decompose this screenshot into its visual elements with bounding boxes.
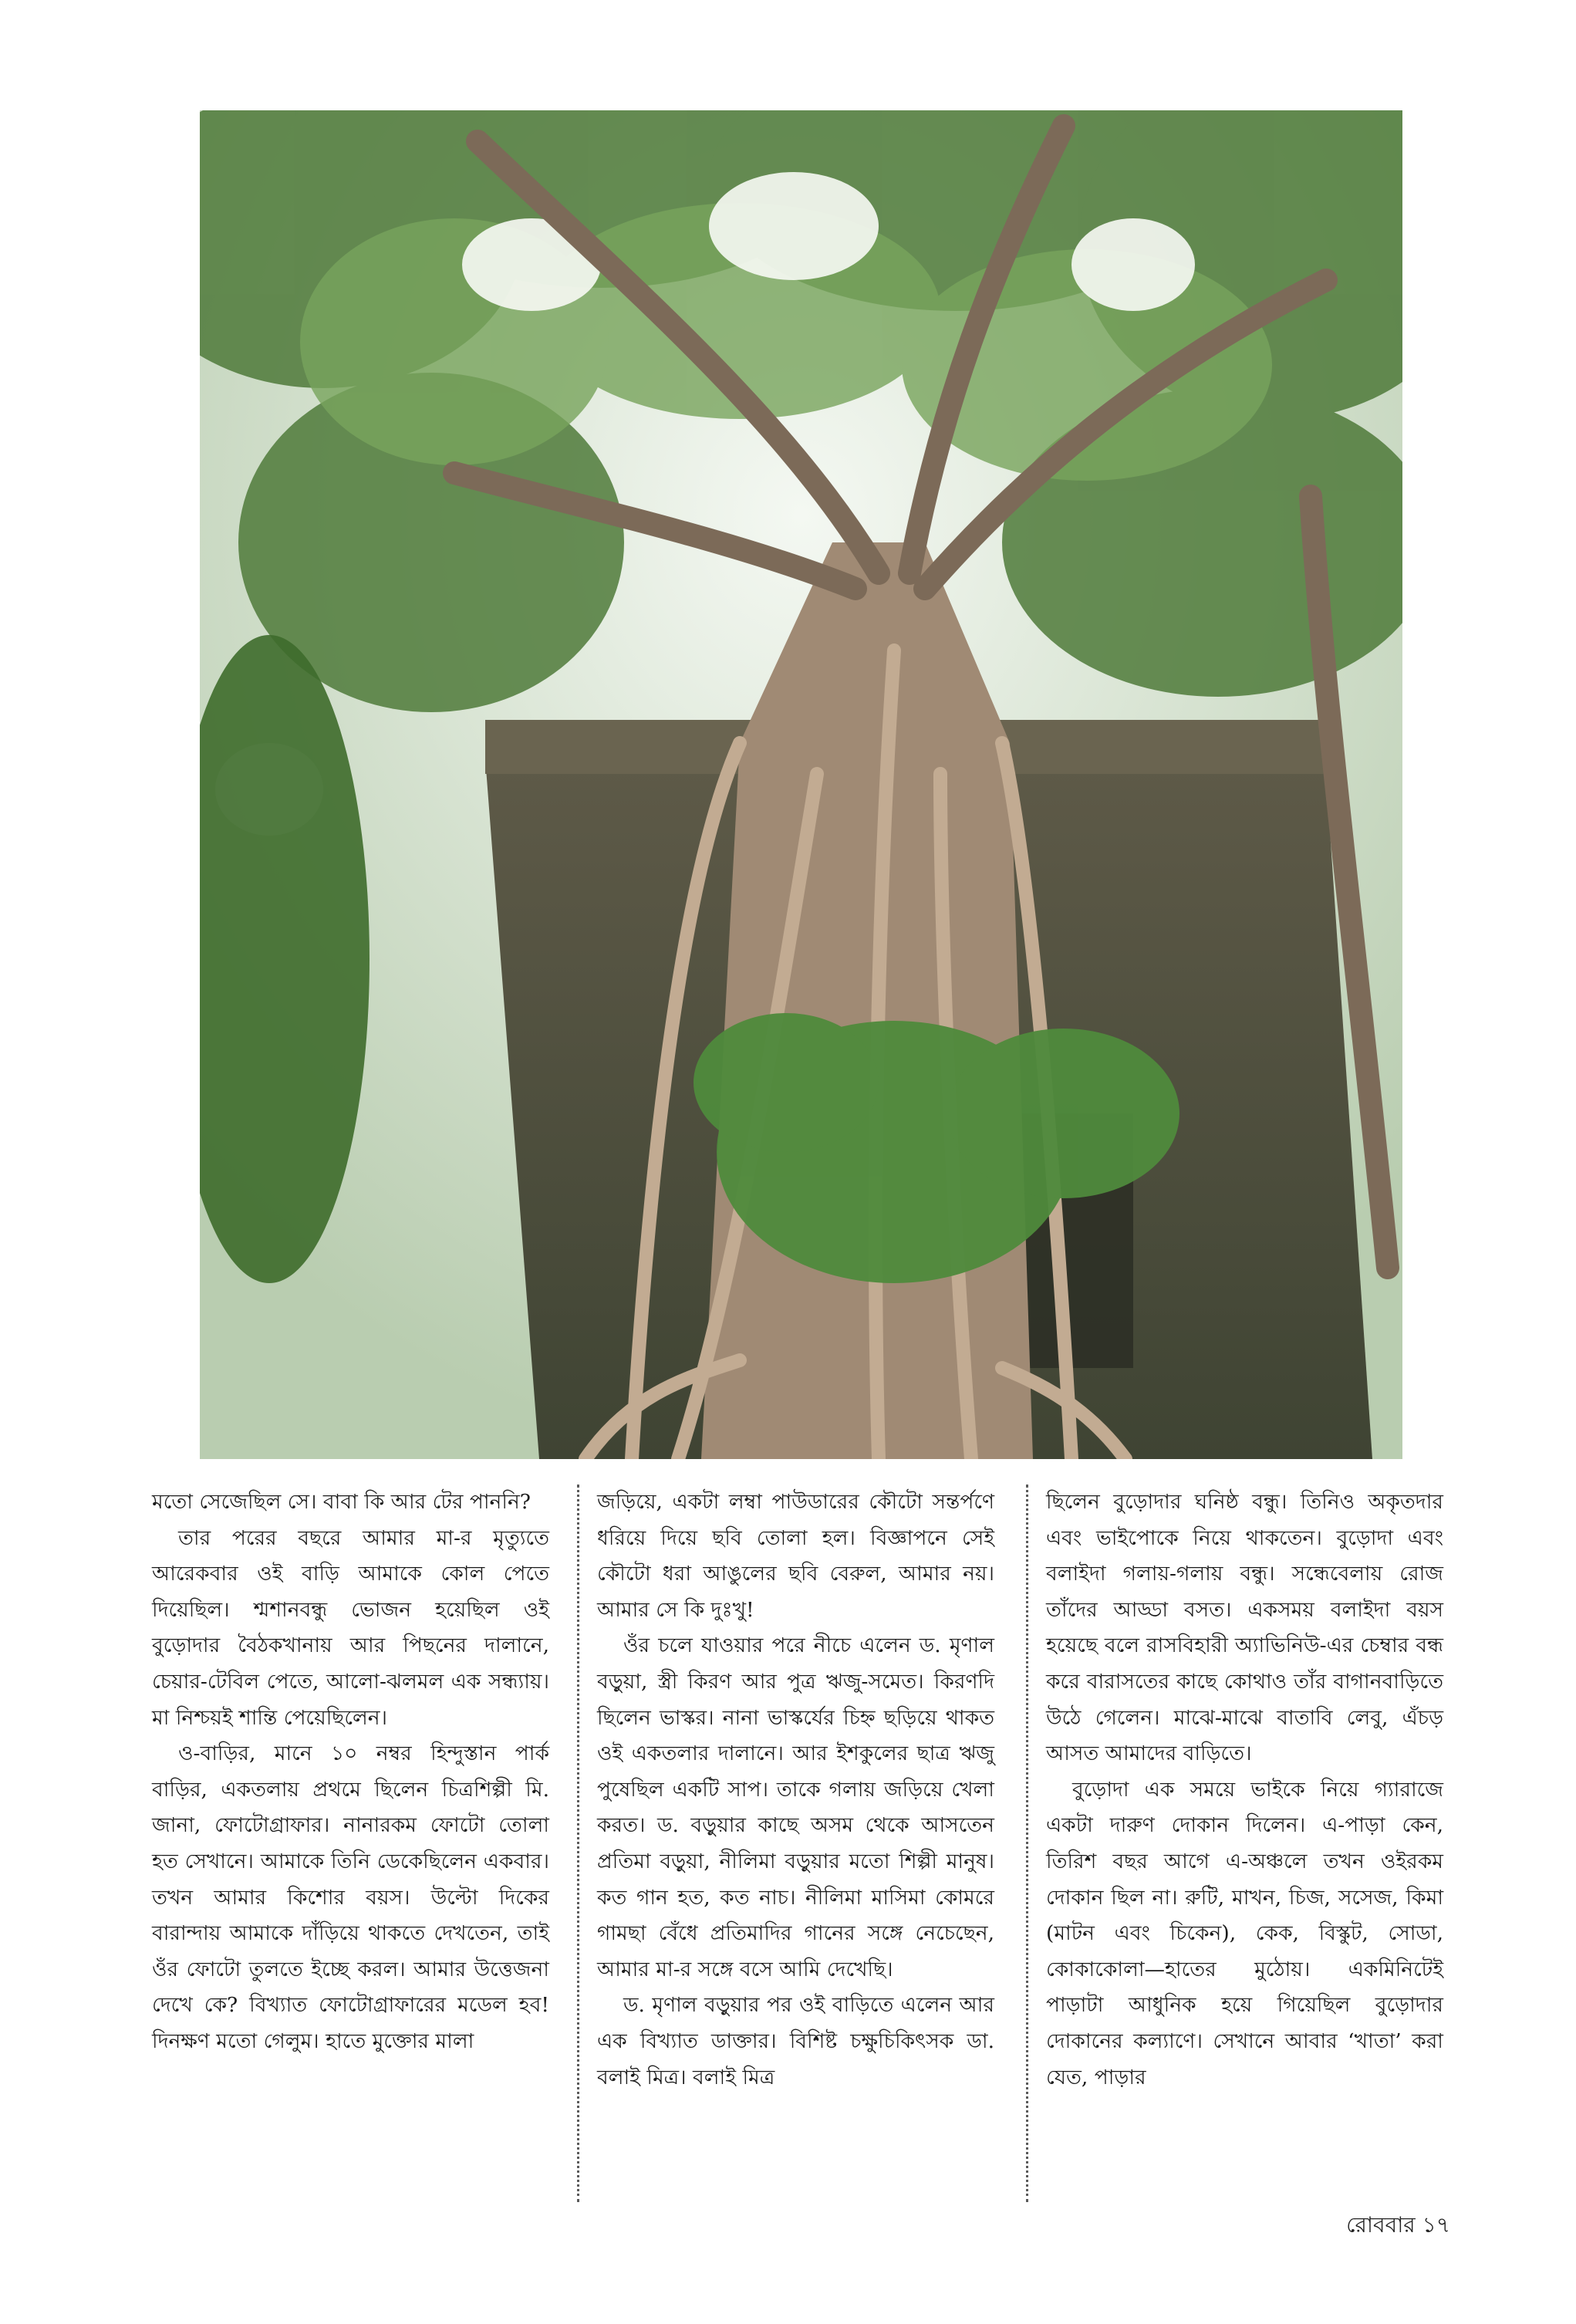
banyan-tree-photo <box>200 110 1402 1459</box>
article-paragraph: ড. মৃণাল বড়ুয়ার পর ওই বাড়িতে এলেন আর এক বিখ্যাত ডাক্তার। বিশিষ্ট চক্ষুচিকিৎসক ডা. বলাই মিত্র। বলাই মিত্র <box>597 1993 994 2089</box>
article-photo <box>200 110 1402 1459</box>
page-footer <box>1265 2208 1450 2245</box>
column-divider <box>577 1485 579 2202</box>
article-paragraph: তার পরের বছরে আমার মা-র মৃত্যুতে আরেকবার ওই বাড়ি আমাকে কোল পেতে দিয়েছিল। শ্মশানবন্ধু ভোজন হয়েছিল ওই বুড়োদার বৈঠকখানায় আর পিছনের দালানে, চেয়ার-টেবিল পেতে, আলো-ঝলমল এক সন্ধ্যায়। মা নিশ্চয়ই শান্তি পেয়েছিলেন। <box>152 1525 549 1730</box>
article-column-3 <box>1046 1485 1443 2096</box>
column-divider <box>1026 1485 1028 2202</box>
page-number: ১৭ <box>1422 2212 1450 2238</box>
article-paragraph: ওঁর চলে যাওয়ার পরে নীচে এলেন ড. মৃণাল বড়ুয়া, স্ত্রী কিরণ আর পুত্র ঋজু-সমেত। কিরণদি ছিলেন ভাস্কর। নানা ভাস্কর্যের চিহ্ন ছড়িয়ে থাকত ওই একতলার দালানে। আর ইশকুলের ছাত্র ঋজু পুষেছিল একটি সাপ। তাকে গলায় জড়িয়ে খেলা করত। ড. বড়ুয়ার কাছে অসম থেকে আসতেন প্রতিমা বড়ুয়া, নীলিমা বড়ুয়ার মতো শিল্পী মানুষ। কত গান হত, কত নাচ। নীলিমা মাসিমা কোমরে গামছা বেঁধে প্রতিমাদির গানের সঙ্গে নেচেছেন, আমার মা-র সঙ্গে বসে আমি দেখেছি। <box>597 1633 994 1981</box>
article-column-1 <box>152 1485 549 2060</box>
article-paragraph: ছিলেন বুড়োদার ঘনিষ্ঠ বন্ধু। তিনিও অকৃতদার এবং ভাইপোকে নিয়ে থাকতেন। বুড়োদা এবং বলাইদা গলায়-গলায় বন্ধু। সন্ধেবেলায় রোজ তাঁদের আড্ডা বসত। একসময় বলাইদা বয়স হয়েছে বলে রাসবিহারী অ্যাভিনিউ-এর চেম্বার বন্ধ করে বারাসতের কাছে কোথাও তাঁর বাগানবাড়িতে উঠে গেলেন। মাঝে-মাঝে বাতাবি লেবু, এঁচড় আসত আমাদের বাড়িতে। <box>1046 1490 1443 1766</box>
article-paragraph: জড়িয়ে, একটা লম্বা পাউডারের কৌটো সন্তর্পণে ধরিয়ে দিয়ে ছবি তোলা হল। বিজ্ঞাপনে সেই কৌটো ধরা আঙুলের ছবি বেরুল, আমার নয়। আমার সে কি দুঃখু! <box>597 1490 994 1622</box>
article-column-2 <box>597 1485 994 2096</box>
article-paragraph: মতো সেজেছিল সে। বাবা কি আর টের পাননি? <box>152 1490 531 1514</box>
magazine-name: রোববার <box>1346 2212 1416 2238</box>
article-paragraph: বুড়োদা এক সময়ে ভাইকে নিয়ে গ্যারাজে একটা দারুণ দোকান দিলেন। এ-পাড়া কেন, তিরিশ বছর আগে এ-অঞ্চলে তখন ওইরকম দোকান ছিল না। রুটি, মাখন, চিজ, সসেজ, কিমা (মাটন এবং চিকেন), কেক, বিস্কুট, সোডা, কোকাকোলা—হাতের মুঠোয়। একমিনিটেই পাড়াটা আধুনিক হয়ে গিয়েছিল বুড়োদার দোকানের কল্যাণে। সেখানে আবার ‘খাতা’ করা যেত, পাড়ার <box>1046 1777 1443 2089</box>
article-paragraph: ও-বাড়ির, মানে ১০ নম্বর হিন্দুস্তান পার্ক বাড়ির, একতলায় প্রথমে ছিলেন চিত্রশিল্পী মি. জানা, ফোটোগ্রাফার। নানারকম ফোটো তোলা হত সেখানে। আমাকে তিনি ডেকেছিলেন একবার। তখন আমার কিশোর বয়স। উল্টো দিকের বারান্দায় আমাকে দাঁড়িয়ে থাকতে দেখতেন, তাই ওঁর ফোটো তুলতে ইচ্ছে করল। আমার উত্তেজনা দেখে কে? বিখ্যাত ফোটোগ্রাফারের মডেল হব! দিনক্ষণ মতো গেলুম। হাতে মুক্তোর মালা <box>152 1741 549 2053</box>
